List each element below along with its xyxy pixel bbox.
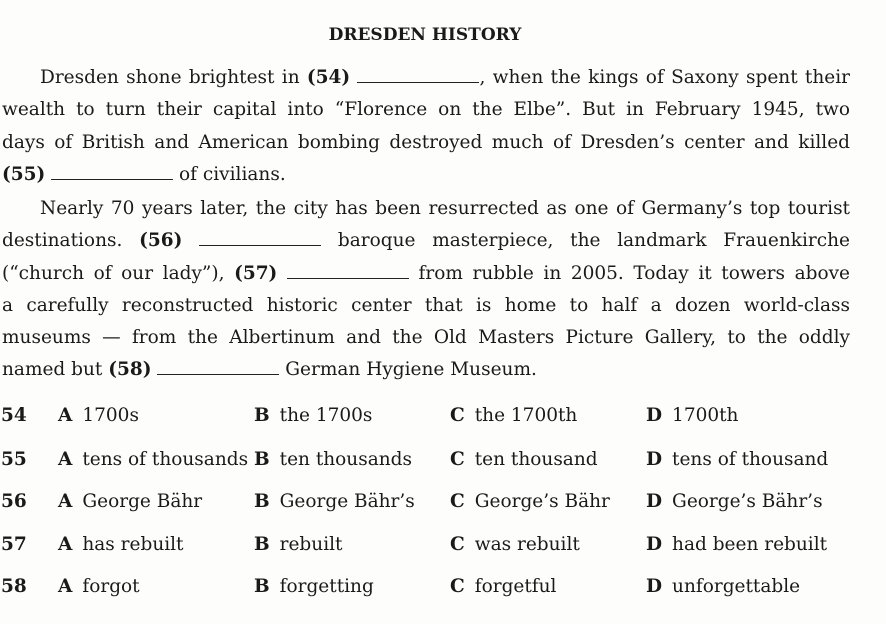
blank-55[interactable]: [51, 161, 173, 180]
paragraph-1: [2, 62, 850, 191]
option-letter: C: [450, 491, 465, 512]
option-text: ten thousands: [279, 449, 412, 470]
option-letter: A: [58, 405, 73, 426]
option-letter: B: [254, 534, 270, 555]
option-letter: C: [450, 534, 465, 555]
question-57: [0, 534, 886, 564]
paragraph-line: [2, 225, 850, 257]
text: from rubble in 2005. Today it towers above: [408, 262, 851, 284]
gap-number-55: (55): [2, 163, 46, 185]
option-text: the 1700s: [279, 405, 373, 426]
option-a[interactable]: [58, 576, 140, 597]
option-text: George Bähr: [82, 491, 203, 512]
option-text: has rebuilt: [82, 534, 184, 555]
text: Dresden shone brightest in: [40, 67, 307, 88]
option-letter: A: [58, 534, 73, 555]
text: (“church of our lady”),: [2, 262, 235, 284]
option-text: the 1700th: [474, 405, 578, 426]
paragraph-line: [2, 62, 850, 94]
option-text: forgetful: [474, 576, 557, 597]
option-text: tens of thousands: [82, 449, 249, 470]
text: destinations.: [2, 230, 140, 252]
option-text: George’s Bähr’s: [672, 491, 823, 512]
paragraph-line: [2, 258, 850, 290]
option-c[interactable]: [450, 449, 598, 470]
paragraph-line: Nearly 70 years later, the city has been resurrected as one of Germany’s top tourist: [40, 198, 850, 219]
option-text: had been rebuilt: [672, 534, 828, 555]
option-letter: D: [646, 534, 663, 555]
paragraph-line: days of British and American bombing destroyed much of Dresden’s center and killed: [2, 131, 850, 153]
option-text: was rebuilt: [474, 534, 580, 555]
option-c[interactable]: [450, 576, 556, 597]
option-a[interactable]: [58, 491, 202, 512]
option-text: George’s Bähr: [474, 491, 610, 512]
paragraph-line: a carefully reconstructed historic center that is home to half a dozen world-class: [2, 294, 850, 316]
option-text: forgetting: [279, 576, 374, 597]
option-text: unforgettable: [672, 576, 801, 597]
option-letter: C: [450, 405, 465, 426]
question-56: [0, 491, 886, 521]
gap-number-58: (58): [108, 359, 152, 381]
option-text: tens of thousand: [672, 449, 829, 470]
blank-57[interactable]: [287, 260, 409, 279]
option-text: rebuilt: [279, 534, 343, 555]
question-number: 58: [1, 576, 27, 597]
question-number: 54: [1, 405, 27, 426]
option-letter: D: [646, 576, 663, 597]
question-number: 56: [1, 491, 27, 512]
question-54: [0, 405, 886, 435]
option-text: 1700s: [82, 405, 139, 426]
option-letter: B: [254, 491, 270, 512]
text: named but: [2, 359, 109, 381]
option-text: George Bähr’s: [279, 491, 415, 512]
option-a[interactable]: [58, 534, 184, 555]
text: of civilians.: [173, 163, 286, 185]
option-c[interactable]: [450, 405, 577, 426]
option-letter: A: [58, 491, 73, 512]
option-c[interactable]: [450, 534, 580, 555]
option-letter: B: [254, 405, 270, 426]
option-text: 1700th: [672, 405, 739, 426]
text: German Hygiene Museum.: [279, 359, 537, 381]
option-letter: C: [450, 576, 465, 597]
option-d[interactable]: [646, 534, 827, 555]
option-d[interactable]: [646, 405, 738, 426]
option-letter: B: [254, 449, 270, 470]
option-b[interactable]: [254, 491, 415, 512]
option-letter: D: [646, 405, 663, 426]
option-text: forgot: [82, 576, 140, 597]
blank-58[interactable]: [157, 356, 279, 375]
option-letter: A: [58, 576, 73, 597]
option-text: ten thousand: [474, 449, 598, 470]
option-d[interactable]: [646, 449, 828, 470]
option-a[interactable]: [58, 405, 139, 426]
option-letter: C: [450, 449, 465, 470]
option-c[interactable]: [450, 491, 610, 512]
question-55: [0, 449, 886, 479]
blank-56[interactable]: [199, 227, 321, 246]
question-number: 55: [1, 449, 27, 470]
option-letter: D: [646, 491, 663, 512]
option-b[interactable]: [254, 534, 342, 555]
text: baroque masterpiece, the landmark Frauenkirche: [321, 230, 850, 252]
option-letter: B: [254, 576, 270, 597]
paragraph-2: [2, 193, 850, 387]
option-b[interactable]: [254, 405, 372, 426]
question-58: [0, 576, 886, 606]
question-number: 57: [1, 534, 27, 555]
option-b[interactable]: [254, 576, 374, 597]
gap-number-54: (54): [306, 67, 351, 88]
paragraph-line: [2, 159, 850, 191]
option-a[interactable]: [58, 449, 248, 470]
gap-number-56: (56): [139, 230, 183, 252]
paragraph-line: wealth to turn their capital into “Florence on the Elbe”. But in February 1945, two: [2, 99, 850, 121]
blank-54[interactable]: [357, 64, 479, 83]
option-letter: D: [646, 449, 663, 470]
option-d[interactable]: [646, 491, 823, 512]
option-letter: A: [58, 449, 73, 470]
option-d[interactable]: [646, 576, 800, 597]
page-title: DRESDEN HISTORY: [328, 25, 522, 45]
paragraph-line: [2, 354, 850, 386]
gap-number-57: (57): [234, 262, 278, 284]
text: , when the kings of Saxony spent their: [479, 67, 850, 88]
paragraph-line: museums — from the Albertinum and the Old Masters Picture Gallery, to the oddly: [2, 327, 850, 349]
option-b[interactable]: [254, 449, 412, 470]
